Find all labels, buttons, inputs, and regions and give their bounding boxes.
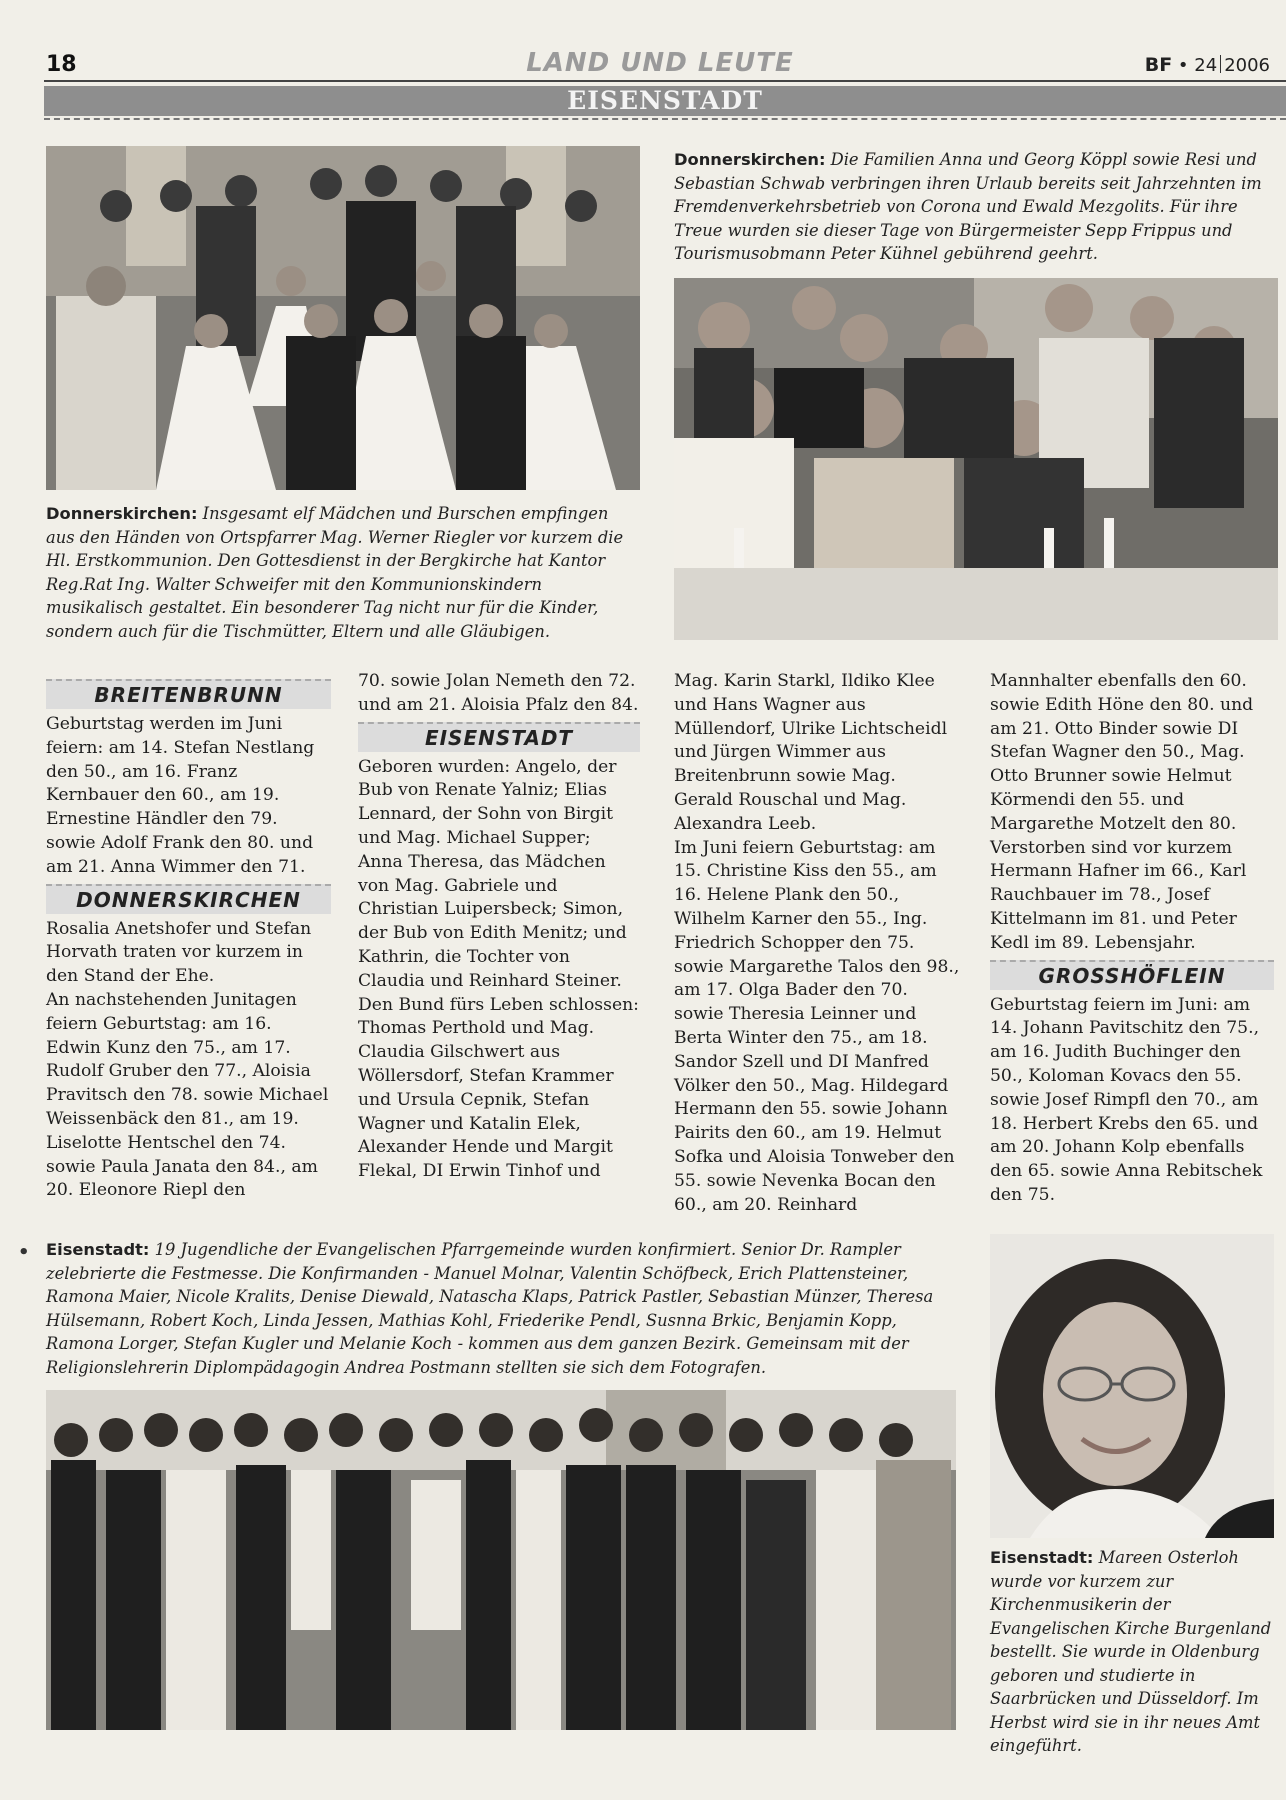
eisenstadt-birthdays-continuation: Mannhalter ebenfalls den 60. sowie Edith Höne den 80. und am 21. Otto Binder sowie DI Stefan Wagner den 50., Mag. Otto Brunner sowie Helmut Körmendi den 55. und Margarethe Motzelt den 80.	[990, 671, 1254, 834]
caption-place: Eisenstadt:	[46, 1240, 150, 1259]
eisenstadt-deaths-text: Verstorben sind vor kurzem Hermann Hafner im 66., Karl Rauchbauer im 78., Josef Kittelmann im 81. und Peter Kedl im 89. Lebensjahr.	[990, 837, 1247, 953]
portrait-caption	[990, 1546, 1274, 1758]
issue-year: 2006	[1224, 55, 1270, 76]
caption-place: Donnerskirchen:	[46, 504, 198, 523]
heading-grosshoeflein: GROSSHÖFLEIN	[990, 960, 1274, 990]
caption-text: Die Familien Anna und Georg Köppl sowie Resi und Sebastian Schwab verbringen ihren Urlaub bereits seit Jahrzehnten im Fremdenverkehrsbetrieb von Corona und Ewald Mezgolits. Für ihre Treue wurden sie dieser Tage von Bürgermeister Sepp Frippus und Tourismusobmann Peter Kühnel gebührend geehrt.	[674, 150, 1262, 263]
section-banner: EISENSTADT	[44, 86, 1286, 116]
eisenstadt-weddings-text: Den Bund fürs Leben schlossen: Thomas Perthold und Mag. Claudia Gilschwert aus Wöllersdorf, Stefan Krammer und Ursula Cepnik, Stefan Wagner und Katalin Elek, Alexander Hende und Margit Flekal, DI Erwin Tinhof und	[358, 994, 639, 1182]
news-column-4	[990, 670, 1274, 1208]
caption-text: Mareen Osterloh wurde vor kurzem zur Kirchenmusikerin der Evangelischen Kirche Burgenland bestellt. Sie wurde in Oldenburg geboren und studierte in Saarbrücken und Düsseldorf. Im Herbst wird sie in ihr neues Amt eingeführt.	[990, 1548, 1272, 1755]
donnerskirchen-continuation: 70. sowie Jolan Nemeth den 72. und am 21. Aloisia Pfalz den 84.	[358, 671, 639, 715]
page-number: 18	[46, 52, 77, 77]
communion-group-photo	[46, 146, 640, 490]
news-column-2	[358, 670, 640, 1184]
news-column-1	[46, 675, 331, 1203]
confirmation-group-photo	[46, 1390, 956, 1730]
news-column-3	[674, 670, 960, 1217]
separator-dot: •	[1177, 55, 1189, 76]
communion-caption	[46, 502, 638, 643]
heading-donnerskirchen: DONNERSKIRCHEN	[46, 884, 331, 914]
issue-number: 24	[1194, 55, 1218, 76]
caption-text: 19 Jugendliche der Evangelischen Pfarrgemeinde wurden konfirmiert. Senior Dr. Rampler zelebrierte die Festmesse. Die Konfirmanden - Manuel Molnar, Valentin Schöfbeck, Erich Plattensteiner, Ramona Maier, Nicole Kralits, Denise Diewald, Natascha Klaps, Patrick Pastler, Sebastian Münzer, Theresa Hülsemann, Robert Koch, Linda Jessen, Mathias Kohl, Friederike Pendl, Susnna Brkic, Benjamin Kopp, Ramona Lorger, Stefan Kugler und Melanie Koch - kommen aus dem ganzen Bezirk. Gemeinsam mit der Religionslehrerin Diplompädagogin Andrea Postmann stellten sie sich dem Fotografen.	[46, 1240, 934, 1377]
donnerskirchen-birthday-text: An nachstehenden Junitagen feiern Geburtstag: am 16. Edwin Kunz den 75., am 17. Rudolf Gruber den 77., Aloisia Pravitsch den 78. sowie Michael Weissenbäck den 81., am 19. Liselotte Hentschel den 74. sowie Paula Janata den 84., am 20. Eleonore Riepl den	[46, 989, 329, 1201]
header-rule	[44, 80, 1286, 82]
caption-place: Donnerskirchen:	[674, 150, 826, 169]
donnerskirchen-wedding-text: Rosalia Anetshofer und Stefan Horvath traten vor kurzem in den Stand der Ehe.	[46, 918, 312, 987]
caption-text: Insgesamt elf Mädchen und Burschen empfingen aus den Händen von Ortspfarrer Mag. Werner Riegler vor kurzem die Hl. Erstkommunion. Den Gottesdienst in der Bergkirche hat Kantor Reg.Rat Ing. Walter Schweifer mit den Kommunionskindern musikalisch gestaltet. Ein besonderer Tag nicht nur für die Kinder, sondern auch für die Tischmütter, Eltern und alle Gläubigen.	[46, 504, 624, 641]
guests-table-photo	[674, 278, 1278, 640]
portrait-photo	[990, 1234, 1274, 1538]
heading-breitenbrunn: BREITENBRUNN	[46, 679, 331, 709]
publication-name: BF	[1144, 54, 1173, 76]
margin-bullet: •	[18, 1242, 30, 1263]
eisenstadt-birthdays-text: Im Juni feiern Geburtstag: am 15. Christine Kiss den 55., am 16. Helene Plank den 50., Wilhelm Karner den 55., Ing. Friedrich Schopper den 75. sowie Margarethe Talos den 98., am 17. Olga Bader den 70. sowie Theresia Leinner und Berta Winter den 75., am 18. Sandor Szell und DI Manfred Völker den 50., Mag. Hildegard Hermann den 55. sowie Johann Pairits den 60., am 19. Helmut Sofka und Aloisia Tonweber den 55. sowie Nevenka Bocan den 60., am 20. Reinhard	[674, 837, 960, 1215]
breitenbrunn-text: Geburtstag werden im Juni feiern: am 14. Stefan Nestlang den 50., am 16. Franz Kernbauer den 60., am 19. Ernestine Händler den 79. sowie Adolf Frank den 80. und am 21. Anna Wimmer den 71.	[46, 714, 315, 877]
eisenstadt-weddings-continuation: Mag. Karin Starkl, Ildiko Klee und Hans Wagner aus Müllendorf, Ulrike Lichtscheidl und Jürgen Wimmer aus Breitenbrunn sowie Mag. Gerald Rouschal und Mag. Alexandra Leeb.	[674, 671, 948, 834]
issue-divider	[1220, 55, 1221, 73]
eisenstadt-births-text: Geboren wurden: Angelo, der Bub von Renate Yalniz; Elias Lennard, der Sohn von Birgit und Mag. Michael Supper; Anna Theresa, das Mädchen von Mag. Gabriele und Christian Luipersbeck; Simon, der Bub von Edith Menitz; und Kathrin, die Tochter von Claudia und Reinhard Steiner.	[358, 756, 627, 991]
issue-info	[1145, 54, 1270, 76]
guests-caption	[674, 148, 1274, 266]
heading-eisenstadt: EISENSTADT	[358, 722, 640, 752]
rubric-title: LAND UND LEUTE	[526, 48, 794, 78]
section-dashed-rule	[44, 118, 1286, 120]
grosshoeflein-text: Geburtstag feiern im Juni: am 14. Johann Pavitschitz den 75., am 16. Judith Buchinger den 50., Koloman Kovacs den 55. sowie Josef Rimpfl den 70., am 18. Herbert Krebs den 65. und am 20. Johann Kolp ebenfalls den 65. sowie Anna Rebitschek den 75.	[990, 994, 1263, 1205]
confirmation-caption	[46, 1238, 958, 1379]
caption-place: Eisenstadt:	[990, 1548, 1094, 1567]
